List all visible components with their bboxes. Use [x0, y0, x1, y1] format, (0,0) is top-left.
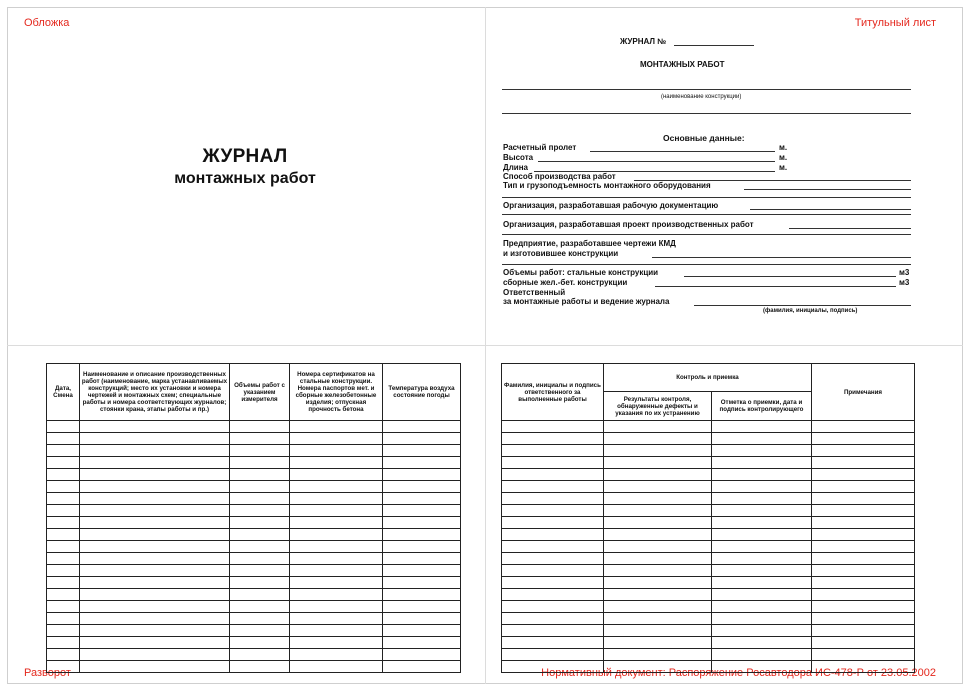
works-table-cell [230, 649, 290, 661]
construction-caption: (наименование конструкции) [661, 94, 742, 100]
equipment-label: Тип и грузоподъемность монтажного оборудования [503, 181, 711, 190]
works-table-cell [290, 505, 383, 517]
control-table-cell [812, 601, 915, 613]
horizontal-fold-line [7, 345, 963, 346]
works-table-cell [47, 433, 80, 445]
works-table-cell [80, 421, 230, 433]
construction-line-2 [502, 113, 911, 114]
control-table-cell [712, 553, 812, 565]
equipment-line [744, 189, 911, 190]
works-table-row [47, 661, 461, 673]
works-table-cell [47, 637, 80, 649]
works-table-cell [383, 433, 461, 445]
works-table-cell [230, 505, 290, 517]
height-unit: м. [779, 153, 788, 162]
works-table-cell [383, 493, 461, 505]
control-table-cell [502, 529, 604, 541]
works-table-cell [47, 625, 80, 637]
works-table-cell [47, 541, 80, 553]
works-table-cell [290, 637, 383, 649]
org-project-label: Организация, разработавшая проект производственных работ [503, 220, 754, 229]
works-table-cell [290, 421, 383, 433]
works-table-cell [383, 625, 461, 637]
works-table-cell [80, 505, 230, 517]
main-data-heading: Основные данные: [663, 133, 745, 143]
control-table-cell [502, 469, 604, 481]
volumes-steel-unit: м3 [899, 268, 910, 277]
works-table-row [47, 577, 461, 589]
method-label: Способ производства работ [503, 172, 616, 181]
control-table-cell [712, 601, 812, 613]
works-table-cell [230, 613, 290, 625]
works-table-cell [230, 577, 290, 589]
control-table-row [502, 565, 915, 577]
control-table-cell [812, 625, 915, 637]
control-table-cell [812, 529, 915, 541]
works-table-cell [80, 553, 230, 565]
control-table-cell [502, 505, 604, 517]
works-table-cell [290, 469, 383, 481]
works-table-header [47, 364, 461, 421]
works-table-cell [290, 613, 383, 625]
works-table-row [47, 433, 461, 445]
works-table-cell [47, 565, 80, 577]
works-table-cell [230, 529, 290, 541]
control-table-cell [812, 481, 915, 493]
works-table-cell [383, 457, 461, 469]
works-table-cell [47, 481, 80, 493]
control-table-cell [502, 517, 604, 529]
span-line [590, 151, 775, 152]
equipment-line-2 [502, 197, 911, 198]
control-table-cell [712, 613, 812, 625]
works-table-cell [290, 553, 383, 565]
control-table-cell [712, 625, 812, 637]
works-table [46, 363, 461, 673]
control-table-cell [604, 493, 712, 505]
control-table-cell [712, 493, 812, 505]
works-table-cell [47, 517, 80, 529]
control-table-header-top [502, 364, 915, 392]
works-table-cell [290, 577, 383, 589]
title-page-caption: Титульный лист [854, 17, 936, 29]
cover-title-line2: монтажных работ [174, 170, 316, 187]
control-table-cell [712, 481, 812, 493]
works-table-cell [230, 637, 290, 649]
works-table-cell [230, 493, 290, 505]
span-unit: м. [779, 143, 788, 152]
enterprise-line [652, 257, 911, 258]
works-table-cell [290, 661, 383, 673]
control-table-cell [502, 625, 604, 637]
works-table-cell [230, 589, 290, 601]
control-table-cell [812, 469, 915, 481]
works-table-cell [230, 601, 290, 613]
works-table-cell [47, 649, 80, 661]
works-table-cell [383, 505, 461, 517]
control-table-cell [712, 433, 812, 445]
works-table-cell [80, 577, 230, 589]
works-table-cell [47, 445, 80, 457]
control-table-cell [604, 457, 712, 469]
control-table [501, 363, 915, 673]
control-table-cell [712, 565, 812, 577]
control-table-cell [812, 433, 915, 445]
works-table-row [47, 529, 461, 541]
control-table-cell [502, 601, 604, 613]
works-table-cell [383, 613, 461, 625]
works-table-cell [230, 445, 290, 457]
control-table-cell [604, 445, 712, 457]
works-table-cell [230, 553, 290, 565]
control-table-cell [502, 649, 604, 661]
works-table-cell [80, 613, 230, 625]
works-table-cell [230, 625, 290, 637]
date-shift-header: Дата, Смена [47, 364, 80, 421]
works-table-cell [383, 577, 461, 589]
control-table-cell [712, 469, 812, 481]
works-table-row [47, 445, 461, 457]
control-table-cell [712, 577, 812, 589]
control-table-cell [502, 613, 604, 625]
control-table-cell [812, 445, 915, 457]
works-table-cell [47, 469, 80, 481]
control-table-cell [812, 649, 915, 661]
works-table-cell [290, 481, 383, 493]
works-table-cell [80, 493, 230, 505]
works-table-cell [383, 517, 461, 529]
control-table-row [502, 505, 915, 517]
works-table-cell [383, 649, 461, 661]
works-table-cell [47, 613, 80, 625]
control-table-cell [812, 517, 915, 529]
works-table-cell [47, 589, 80, 601]
control-table-cell [502, 421, 604, 433]
responsible-caption: (фамилия, инициалы, подпись) [763, 308, 858, 314]
works-table-row [47, 565, 461, 577]
works-table-cell [80, 649, 230, 661]
works-table-row [47, 481, 461, 493]
works-table-cell [80, 661, 230, 673]
works-table-cell [230, 565, 290, 577]
cover-caption: Обложка [24, 17, 70, 29]
org-project-line-2 [502, 234, 911, 235]
control-table-cell [712, 517, 812, 529]
responsible-person-header: Фамилия, инициалы и подпись ответственного за выполненные работы [502, 364, 604, 421]
works-table-cell [80, 433, 230, 445]
works-table-cell [290, 493, 383, 505]
works-table-cell [290, 445, 383, 457]
control-table-cell [812, 421, 915, 433]
responsible-line [694, 305, 911, 306]
works-table-cell [47, 493, 80, 505]
works-table-row [47, 469, 461, 481]
control-table-cell [604, 481, 712, 493]
control-table-cell [812, 577, 915, 589]
works-table-cell [383, 661, 461, 673]
control-table-row [502, 457, 915, 469]
works-table-cell [80, 445, 230, 457]
length-label: Длина [503, 163, 528, 172]
works-table-cell [80, 457, 230, 469]
works-table-cell [80, 481, 230, 493]
control-table-cell [712, 637, 812, 649]
works-table-cell [383, 421, 461, 433]
works-table-cell [47, 601, 80, 613]
works-table-row [47, 637, 461, 649]
control-table-cell [712, 529, 812, 541]
control-table-cell [604, 625, 712, 637]
control-table-cell [812, 565, 915, 577]
control-table-cell [604, 649, 712, 661]
works-table-row [47, 421, 461, 433]
control-table-row [502, 589, 915, 601]
control-table-cell [604, 601, 712, 613]
works-table-row [47, 493, 461, 505]
works-table-row [47, 505, 461, 517]
works-table-cell [80, 541, 230, 553]
control-table-cell [812, 553, 915, 565]
works-table-row [47, 649, 461, 661]
control-table-cell [502, 553, 604, 565]
work-volume-header: Объемы работ с указанием измерителя [230, 364, 290, 421]
works-table-cell [80, 517, 230, 529]
works-table-row [47, 601, 461, 613]
span-label: Расчетный пролет [503, 143, 577, 152]
construction-line [502, 89, 911, 90]
control-table-cell [712, 541, 812, 553]
works-table-cell [383, 541, 461, 553]
control-table-row [502, 577, 915, 589]
control-table-cell [604, 577, 712, 589]
control-table-cell [502, 577, 604, 589]
works-table-cell [47, 553, 80, 565]
control-table-cell [502, 541, 604, 553]
works-table-cell [47, 577, 80, 589]
works-table-row [47, 589, 461, 601]
works-table-cell [230, 541, 290, 553]
control-table-row [502, 661, 915, 673]
control-table-row [502, 649, 915, 661]
control-table-row [502, 625, 915, 637]
works-table-cell [383, 553, 461, 565]
length-unit: м. [779, 163, 788, 172]
control-table-row [502, 529, 915, 541]
control-table-row [502, 445, 915, 457]
works-table-cell [290, 541, 383, 553]
control-table-cell [604, 541, 712, 553]
control-table-cell [604, 505, 712, 517]
control-table-cell [812, 493, 915, 505]
works-table-cell [47, 661, 80, 673]
journal-subtitle: МОНТАЖНЫХ РАБОТ [640, 60, 725, 69]
works-table-cell [230, 457, 290, 469]
control-table-cell [812, 637, 915, 649]
works-table-cell [290, 433, 383, 445]
control-table-cell [604, 433, 712, 445]
works-table-cell [230, 433, 290, 445]
works-table-cell [383, 469, 461, 481]
works-table-cell [383, 445, 461, 457]
control-table-cell [604, 661, 712, 673]
control-table-row [502, 541, 915, 553]
control-acceptance-header: Контроль и приемка [604, 364, 812, 392]
works-table-cell [47, 529, 80, 541]
works-table-cell [290, 589, 383, 601]
works-table-cell [80, 637, 230, 649]
control-table-row [502, 637, 915, 649]
volumes-concrete-label: сборные жел.-бет. конструкции [503, 278, 628, 287]
works-table-cell [80, 529, 230, 541]
control-table-cell [712, 505, 812, 517]
control-table-cell [502, 565, 604, 577]
control-table-cell [712, 589, 812, 601]
works-table-cell [80, 469, 230, 481]
control-table-cell [502, 433, 604, 445]
org-docs-label: Организация, разработавшая рабочую документацию [503, 201, 719, 210]
control-table-cell [604, 589, 712, 601]
notes-header: Примечания [812, 364, 915, 421]
works-table-cell [230, 469, 290, 481]
control-table-row [502, 601, 915, 613]
control-table-cell [812, 505, 915, 517]
cover-title-line1: ЖУРНАЛ [202, 146, 288, 167]
control-table-cell [712, 445, 812, 457]
works-table-cell [230, 661, 290, 673]
control-table-cell [502, 457, 604, 469]
works-table-cell [290, 601, 383, 613]
works-table-row [47, 625, 461, 637]
responsible-label-2: за монтажные работы и ведение журнала [503, 297, 670, 306]
control-table-cell [812, 613, 915, 625]
works-table-cell [290, 649, 383, 661]
works-table-cell [290, 517, 383, 529]
volumes-concrete-line [655, 286, 896, 287]
control-table-row [502, 481, 915, 493]
normative-caption: Нормативный документ: Распоряжение Росавтодора ИС-478-Р от 23.05.2002 [541, 667, 936, 679]
control-table-cell [604, 529, 712, 541]
works-table-row [47, 613, 461, 625]
control-table-cell [812, 661, 915, 673]
height-label: Высота [503, 153, 534, 162]
works-table-cell [80, 601, 230, 613]
control-table-cell [712, 421, 812, 433]
work-description-header: Наименование и описание производственных работ (наименование, марка устанавливаемых конструкций; место их установки и номера чертежей и монтажных схем; специальные работы и номера соответствующих журналов; стоянки крана, этапы работы и пр.) [80, 364, 230, 421]
org-docs-line [750, 209, 911, 210]
works-table-cell [230, 481, 290, 493]
acceptance-mark-header: Отметка о приемки, дата и подпись контролирующего [712, 392, 812, 421]
works-table-cell [47, 457, 80, 469]
works-table-cell [230, 421, 290, 433]
control-table-cell [502, 493, 604, 505]
org-docs-line-2 [502, 214, 911, 215]
control-table-cell [502, 637, 604, 649]
org-project-line [789, 228, 911, 229]
works-table-cell [383, 601, 461, 613]
control-table-cell [604, 553, 712, 565]
works-table-cell [290, 625, 383, 637]
control-table-cell [812, 541, 915, 553]
control-table-cell [812, 457, 915, 469]
control-table-cell [502, 661, 604, 673]
works-table-cell [290, 529, 383, 541]
works-table-cell [47, 505, 80, 517]
works-table-cell [80, 589, 230, 601]
control-table-row [502, 517, 915, 529]
works-table-cell [383, 565, 461, 577]
control-table-row [502, 469, 915, 481]
control-results-header: Результаты контроля, обнаруженные дефекты и указания по их устранению [604, 392, 712, 421]
spread-caption: Разворот [24, 667, 71, 679]
control-table-cell [712, 649, 812, 661]
control-table-cell [604, 421, 712, 433]
control-table-cell [604, 565, 712, 577]
control-table-cell [502, 445, 604, 457]
works-table-cell [383, 481, 461, 493]
works-table-cell [80, 625, 230, 637]
control-table-row [502, 613, 915, 625]
works-table-cell [230, 517, 290, 529]
works-table-row [47, 541, 461, 553]
control-table-cell [604, 469, 712, 481]
certificates-header: Номера сертификатов на стальные конструкции. Номера паспортов мет. и сборные железобетонные изделия; отпускная прочность бетона [290, 364, 383, 421]
volumes-steel-label: Объемы работ: стальные конструкции [503, 268, 659, 277]
temperature-header: Температура воздуха состояние погоды [383, 364, 461, 421]
control-table-cell [604, 613, 712, 625]
works-table-cell [383, 637, 461, 649]
control-table-cell [604, 637, 712, 649]
responsible-label-1: Ответственный [503, 288, 566, 297]
enterprise-label-2: и изготовившее конструкции [503, 249, 619, 258]
works-table-row [47, 457, 461, 469]
control-table-row [502, 433, 915, 445]
control-table-row [502, 553, 915, 565]
control-table-cell [502, 481, 604, 493]
control-table-cell [502, 589, 604, 601]
control-table-cell [712, 661, 812, 673]
journal-number-label: ЖУРНАЛ № [620, 37, 667, 46]
height-line [538, 161, 775, 162]
works-table-row [47, 517, 461, 529]
enterprise-line-2 [502, 264, 911, 265]
control-table-cell [604, 517, 712, 529]
works-table-cell [80, 565, 230, 577]
control-table-cell [712, 457, 812, 469]
enterprise-label-1: Предприятие, разработавшее чертежи КМД [503, 239, 676, 248]
volumes-steel-line [684, 276, 896, 277]
works-table-cell [383, 529, 461, 541]
control-table-row [502, 421, 915, 433]
works-table-row [47, 553, 461, 565]
control-table-row [502, 493, 915, 505]
works-table-cell [383, 589, 461, 601]
cover-title [150, 146, 340, 188]
volumes-concrete-unit: м3 [899, 278, 910, 287]
journal-number-line [674, 45, 754, 46]
works-table-cell [47, 421, 80, 433]
works-table-cell [290, 565, 383, 577]
control-table-cell [812, 589, 915, 601]
works-table-cell [290, 457, 383, 469]
